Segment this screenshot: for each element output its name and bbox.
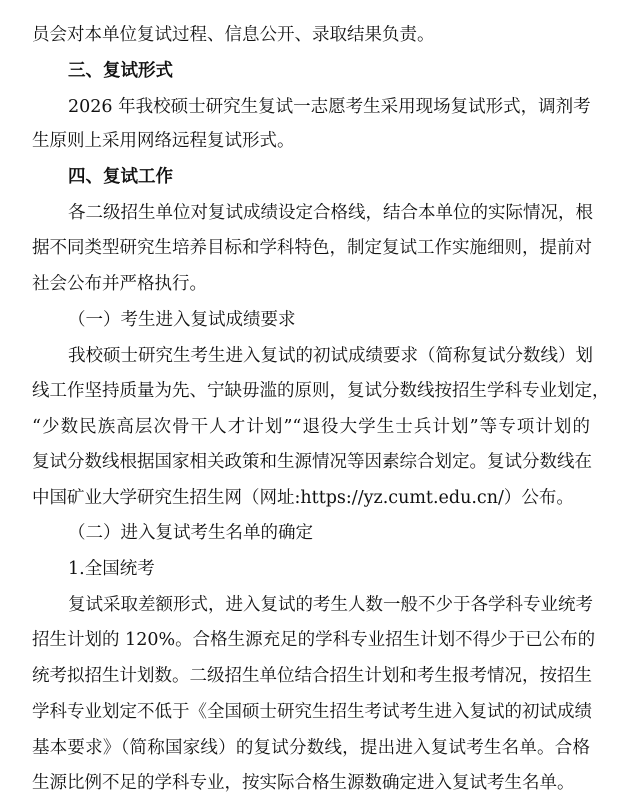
paragraph-line: 招生计划的 120%。合格生源充足的学科专业招生计划不得少于已公布的 [32,630,596,650]
paragraph-line: 我校硕士研究生考生进入复试的初试成绩要求（简称复试分数线）划 [68,346,593,366]
section-heading-4: 四、复试工作 [68,167,173,187]
subsection-heading-2: （二）进入复试考生名单的确定 [68,523,313,543]
paragraph-line: 据不同类型研究生培养目标和学科特色，制定复试工作实施细则，提前对 [32,238,592,258]
paragraph-line: 各二级招生单位对复试成绩设定合格线，结合本单位的实际情况，根 [68,203,593,223]
paragraph-line: 线工作坚持质量为先、宁缺毋滥的原则，复试分数线按招生学科专业划定， [32,381,610,401]
item-heading-1: 1.全国统考 [68,559,155,579]
section-heading-3: 三、复试形式 [68,61,173,81]
paragraph-line: 生原则上采用网络远程复试形式。 [32,131,295,151]
paragraph-line: 员会对本单位复试过程、信息公开、录取结果负责。 [32,25,435,45]
paragraph-line-with-url: 中国矿业大学研究生招生网（网址:https://yz.cumt.edu.cn/）公布。 [32,488,574,508]
paragraph-line: 2026 年我校硕士研究生复试一志愿考生采用现场复试形式，调剂考 [68,97,591,117]
paragraph-line: “少数民族高层次骨干人才计划”“退役大学生士兵计划”等专项计划的 [32,417,590,437]
paragraph-line: 学科专业划定不低于《全国硕士研究生招生考试考生进入复试的初试成绩 [32,702,592,722]
paragraph-line: 复试采取差额形式，进入复试的考生人数一般不少于各学科专业统考 [68,595,593,615]
paragraph-line: 生源比例不足的学科专业，按实际合格生源数确定进入复试考生名单。 [32,773,575,793]
paragraph-line: 复试分数线根据国家相关政策和生源情况等因素综合划定。复试分数线在 [32,452,592,472]
paragraph-line: 社会公布并严格执行。 [32,274,207,294]
subsection-heading-1: （一）考生进入复试成绩要求 [68,310,296,330]
paragraph-line: 统考拟招生计划数。二级招生单位结合招生计划和考生报考情况，按招生 [32,666,592,686]
paragraph-line: 基本要求》（简称国家线）的复试分数线，提出进入复试考生名单。合格 [32,738,590,758]
